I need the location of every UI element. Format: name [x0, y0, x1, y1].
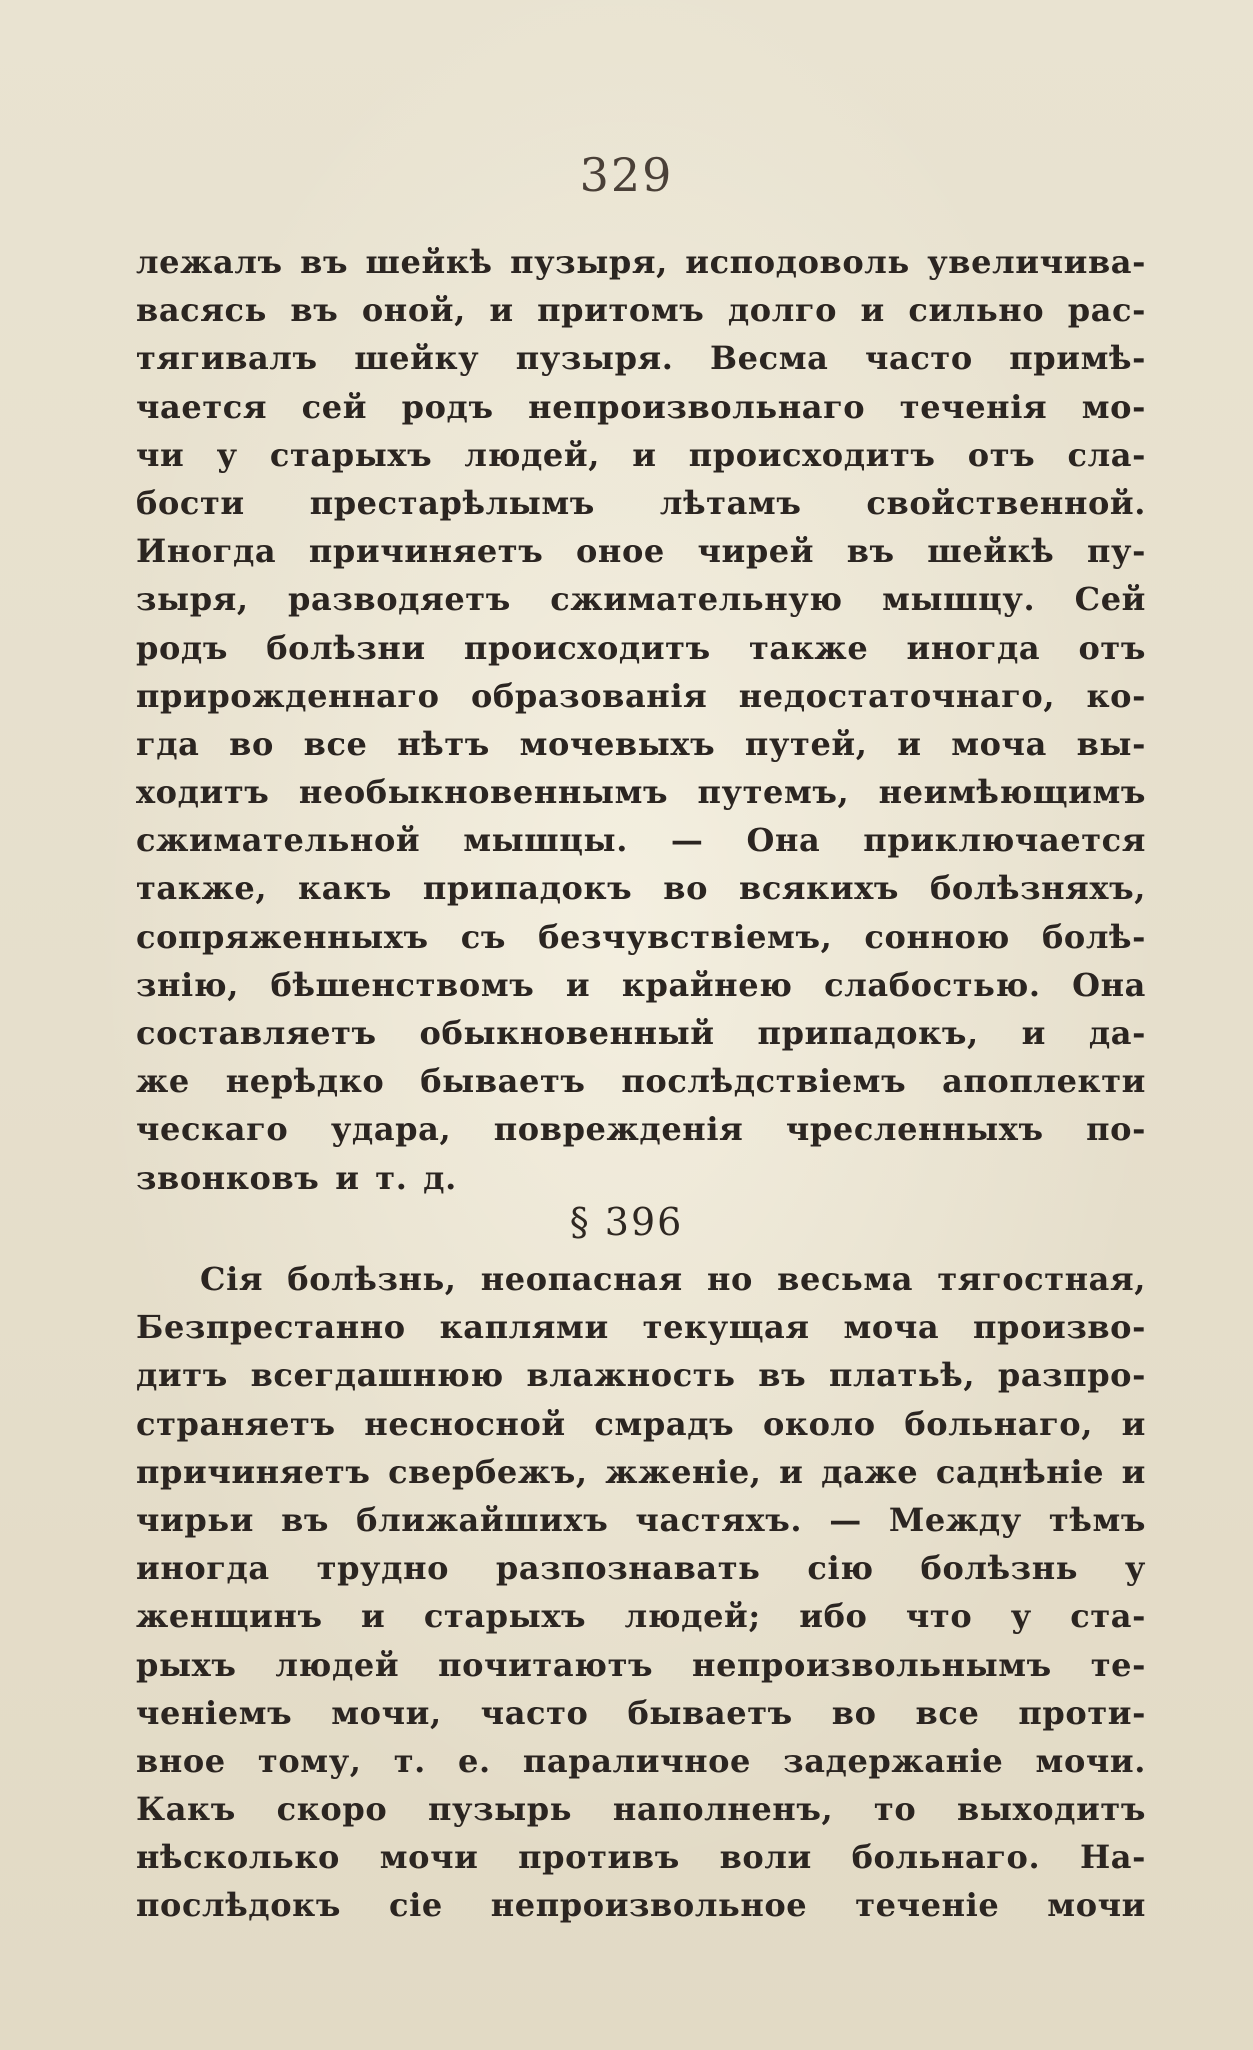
- text-line: причиняетъ свербежъ, жженіе, и даже саднѣніе и: [136, 1452, 1146, 1491]
- text-line: ходитъ необыкновеннымъ путемъ, неимѣющимъ: [136, 773, 1146, 812]
- text-line: чается сей родъ непроизвольнаго теченія мо-: [136, 387, 1146, 426]
- text-line: рыхъ людей почитаютъ непроизвольнымъ те-: [136, 1645, 1146, 1684]
- text-line: составляетъ обыкновенный припадокъ, и да-: [136, 1014, 1146, 1052]
- text-line: женщинъ и старыхъ людей; ибо что у ста-: [136, 1597, 1146, 1636]
- text-line: тягивалъ шейку пузыря. Весма часто примѣ-: [136, 339, 1146, 378]
- text-line: послѣдокъ сіе непроизвольное теченіе мочи: [136, 1886, 1146, 1925]
- text-line: гда во все нѣтъ мочевыхъ путей, и моча вы-: [136, 724, 1146, 763]
- text-line: чи у старыхъ людей, и происходитъ отъ сла-: [136, 435, 1146, 474]
- text-line: родъ болѣзни происходитъ также иногда отъ: [136, 628, 1146, 667]
- text-line: дитъ всегдашнюю влажность въ платьѣ, разпро-: [136, 1356, 1146, 1395]
- text-line: нѣсколько мочи противъ воли больнаго. На-: [136, 1838, 1146, 1877]
- paragraph-continued: [136, 238, 1146, 1202]
- text-line: страняетъ несносной смрадъ около больнаго, и: [136, 1404, 1146, 1443]
- text-line: Какъ скоро пузырь наполненъ, то выходитъ: [136, 1790, 1146, 1829]
- text-line: звонковъ и т. д.: [136, 1158, 457, 1197]
- text-line: же нерѣдко бываетъ послѣдствіемъ апоплекти: [136, 1062, 1146, 1101]
- text-line: ченіемъ мочи, часто бываетъ во все проти-: [136, 1693, 1146, 1732]
- text-line: иногда трудно разпознавать сію болѣзнь у: [136, 1549, 1146, 1588]
- text-line: сопряженныхъ съ безчувствіемъ, сонною болѣ-: [136, 917, 1146, 956]
- text-line: вное тому, т. е. параличное задержаніе мочи.: [136, 1741, 1146, 1780]
- text-line: лежалъ въ шейкѣ пузыря, исподоволь увеличивa-: [136, 243, 1146, 281]
- text-line: Безпрестанно каплями текущая моча произво-: [136, 1308, 1146, 1347]
- section-heading: § 396: [569, 1200, 684, 1244]
- text-line: знію, бѣшенствомъ и крайнею слабостью. Она: [136, 965, 1146, 1004]
- text-line: зыря, разводяетъ сжимательную мышцу. Сей: [136, 580, 1146, 619]
- text-line: васясь въ оной, и притомъ долго и сильно рас-: [136, 291, 1146, 330]
- text-line: ческаго удара, поврежденія чресленныхъ по-: [136, 1110, 1146, 1149]
- text-line: прирожденнаго образованія недостаточнаго, ко-: [136, 676, 1146, 715]
- text-line: чирьи въ ближайшихъ частяхъ. — Между тѣмъ: [136, 1500, 1146, 1539]
- paragraph-section-396: [136, 1255, 1146, 1930]
- text-line: Иногда причиняетъ оное чирей въ шейкѣ пу-: [136, 532, 1146, 571]
- text-line: Сія болѣзнь, неопасная но весьма тягостная,: [200, 1260, 1146, 1298]
- text-line: также, какъ припадокъ во всякихъ болѣзняхъ,: [136, 869, 1146, 908]
- page-number: 329: [579, 148, 674, 202]
- text-line: сжимательной мышцы. — Она приключается: [136, 821, 1146, 860]
- text-line: бости престарѣлымъ лѣтамъ свойственной.: [136, 483, 1146, 522]
